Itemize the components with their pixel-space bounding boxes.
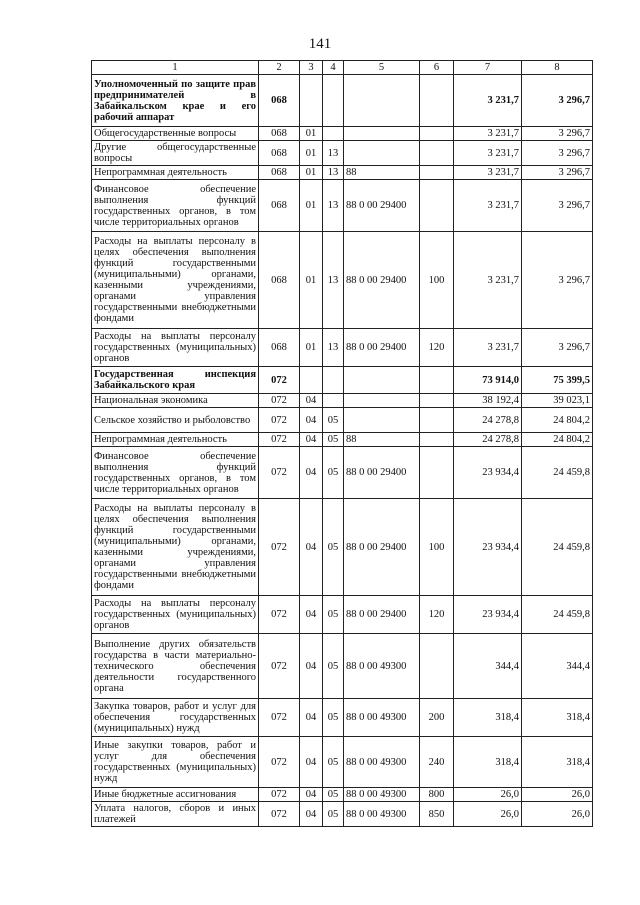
subsection-code-cell: 05	[323, 737, 344, 788]
ministry-code-cell: 068	[259, 141, 300, 166]
amount-year2-cell: 39 023,1	[522, 394, 593, 408]
table-row	[92, 367, 593, 394]
section-code-cell	[300, 367, 323, 394]
table-row	[92, 737, 593, 788]
column-header: 5	[344, 61, 420, 75]
section-code-cell: 04	[300, 699, 323, 737]
target-item-cell	[344, 75, 420, 127]
target-item-cell: 88 0 00 29400	[344, 499, 420, 596]
amount-year2-cell: 24 804,2	[522, 408, 593, 433]
target-item-cell: 88 0 00 29400	[344, 232, 420, 329]
subsection-code-cell: 05	[323, 788, 344, 802]
amount-year2-cell: 344,4	[522, 634, 593, 699]
amount-year1-cell: 26,0	[454, 788, 522, 802]
expense-type-cell	[420, 394, 454, 408]
amount-year2-cell: 3 296,7	[522, 180, 593, 232]
row-name-cell: Национальная экономика	[92, 394, 259, 408]
row-name-cell: Непрограммная деятельность	[92, 433, 259, 447]
amount-year1-cell: 3 231,7	[454, 329, 522, 367]
amount-year1-cell: 3 231,7	[454, 180, 522, 232]
row-name-cell: Расходы на выплаты персоналу государственных (муниципальных) органов	[92, 329, 259, 367]
amount-year1-cell: 26,0	[454, 802, 522, 827]
column-header: 1	[92, 61, 259, 75]
amount-year1-cell: 3 231,7	[454, 75, 522, 127]
amount-year1-cell: 344,4	[454, 634, 522, 699]
section-code-cell: 04	[300, 499, 323, 596]
expense-type-cell: 120	[420, 596, 454, 634]
amount-year2-cell: 24 459,8	[522, 499, 593, 596]
row-name-cell: Расходы на выплаты персоналу государственных (муниципальных) органов	[92, 596, 259, 634]
row-name-cell: Финансовое обеспечение выполнения функций государственных органов, в том числе территориальных органов	[92, 180, 259, 232]
table-row	[92, 166, 593, 180]
ministry-code-cell: 068	[259, 232, 300, 329]
amount-year1-cell: 73 914,0	[454, 367, 522, 394]
expense-type-cell: 100	[420, 499, 454, 596]
column-header: 8	[522, 61, 593, 75]
expense-type-cell	[420, 433, 454, 447]
row-name-cell: Уполномоченный по защите прав предпринимателей в Забайкальском крае и его рабочий аппарат	[92, 75, 259, 127]
ministry-code-cell: 072	[259, 737, 300, 788]
amount-year2-cell: 318,4	[522, 737, 593, 788]
subsection-code-cell: 13	[323, 166, 344, 180]
ministry-code-cell: 068	[259, 127, 300, 141]
table-row	[92, 127, 593, 141]
column-header: 3	[300, 61, 323, 75]
expense-type-cell: 850	[420, 802, 454, 827]
expense-type-cell: 200	[420, 699, 454, 737]
amount-year1-cell: 3 231,7	[454, 141, 522, 166]
ministry-code-cell: 068	[259, 329, 300, 367]
subsection-code-cell: 05	[323, 408, 344, 433]
amount-year2-cell: 3 296,7	[522, 141, 593, 166]
row-name-cell: Уплата налогов, сборов и иных платежей	[92, 802, 259, 827]
section-code-cell: 04	[300, 447, 323, 499]
amount-year2-cell: 24 804,2	[522, 433, 593, 447]
expense-type-cell: 800	[420, 788, 454, 802]
expense-type-cell	[420, 408, 454, 433]
row-name-cell: Иные бюджетные ассигнования	[92, 788, 259, 802]
target-item-cell	[344, 141, 420, 166]
amount-year2-cell: 24 459,8	[522, 447, 593, 499]
section-code-cell: 04	[300, 802, 323, 827]
table-row	[92, 447, 593, 499]
column-header: 6	[420, 61, 454, 75]
amount-year2-cell: 26,0	[522, 802, 593, 827]
subsection-code-cell: 05	[323, 802, 344, 827]
table-row	[92, 232, 593, 329]
amount-year2-cell: 3 296,7	[522, 166, 593, 180]
ministry-code-cell: 072	[259, 802, 300, 827]
row-name-cell: Непрограммная деятельность	[92, 166, 259, 180]
amount-year1-cell: 3 231,7	[454, 232, 522, 329]
section-code-cell: 01	[300, 127, 323, 141]
expense-type-cell	[420, 367, 454, 394]
section-code-cell: 04	[300, 433, 323, 447]
expense-type-cell	[420, 75, 454, 127]
page-number: 141	[308, 36, 332, 52]
target-item-cell: 88 0 00 29400	[344, 447, 420, 499]
section-code-cell: 04	[300, 634, 323, 699]
section-code-cell: 04	[300, 408, 323, 433]
row-name-cell: Другие общегосударственные вопросы	[92, 141, 259, 166]
target-item-cell	[344, 367, 420, 394]
ministry-code-cell: 072	[259, 447, 300, 499]
subsection-code-cell: 05	[323, 447, 344, 499]
table-row	[92, 634, 593, 699]
expense-type-cell: 100	[420, 232, 454, 329]
amount-year2-cell: 3 296,7	[522, 232, 593, 329]
section-code-cell: 01	[300, 141, 323, 166]
expense-type-cell	[420, 180, 454, 232]
row-name-cell: Государственная инспекция Забайкальского края	[92, 367, 259, 394]
target-item-cell: 88 0 00 49300	[344, 634, 420, 699]
subsection-code-cell: 05	[323, 596, 344, 634]
expense-type-cell	[420, 634, 454, 699]
section-code-cell: 01	[300, 232, 323, 329]
ministry-code-cell: 072	[259, 367, 300, 394]
section-code-cell: 04	[300, 394, 323, 408]
table-row	[92, 596, 593, 634]
table-row	[92, 180, 593, 232]
ministry-code-cell: 068	[259, 166, 300, 180]
amount-year1-cell: 318,4	[454, 699, 522, 737]
target-item-cell: 88 0 00 49300	[344, 802, 420, 827]
row-name-cell: Финансовое обеспечение выполнения функций государственных органов, в том числе территориальных органов	[92, 447, 259, 499]
table-row	[92, 408, 593, 433]
target-item-cell	[344, 408, 420, 433]
subsection-code-cell: 13	[323, 329, 344, 367]
subsection-code-cell: 05	[323, 634, 344, 699]
target-item-cell	[344, 394, 420, 408]
amount-year1-cell: 23 934,4	[454, 596, 522, 634]
amount-year1-cell: 38 192,4	[454, 394, 522, 408]
table-row	[92, 699, 593, 737]
subsection-code-cell: 05	[323, 699, 344, 737]
table-row	[92, 75, 593, 127]
ministry-code-cell: 072	[259, 788, 300, 802]
table-row	[92, 329, 593, 367]
target-item-cell: 88 0 00 29400	[344, 180, 420, 232]
row-name-cell: Расходы на выплаты персоналу в целях обеспечения выполнения функций государственными (муниципальными) органами, казенными учреждениями, органами управления государственными внебюджетными фондами	[92, 499, 259, 596]
ministry-code-cell: 072	[259, 499, 300, 596]
subsection-code-cell: 13	[323, 232, 344, 329]
amount-year2-cell: 26,0	[522, 788, 593, 802]
target-item-cell	[344, 127, 420, 141]
target-item-cell: 88 0 00 49300	[344, 737, 420, 788]
subsection-code-cell: 13	[323, 141, 344, 166]
budget-table	[91, 60, 593, 827]
expense-type-cell: 120	[420, 329, 454, 367]
subsection-code-cell: 05	[323, 499, 344, 596]
section-code-cell: 04	[300, 737, 323, 788]
subsection-code-cell: 13	[323, 180, 344, 232]
target-item-cell: 88	[344, 433, 420, 447]
target-item-cell: 88	[344, 166, 420, 180]
amount-year1-cell: 318,4	[454, 737, 522, 788]
subsection-code-cell	[323, 367, 344, 394]
section-code-cell: 01	[300, 166, 323, 180]
row-name-cell: Общегосударственные вопросы	[92, 127, 259, 141]
section-code-cell: 04	[300, 788, 323, 802]
expense-type-cell: 240	[420, 737, 454, 788]
amount-year1-cell: 23 934,4	[454, 499, 522, 596]
amount-year2-cell: 318,4	[522, 699, 593, 737]
column-header: 7	[454, 61, 522, 75]
ministry-code-cell: 068	[259, 180, 300, 232]
ministry-code-cell: 068	[259, 75, 300, 127]
table-row	[92, 141, 593, 166]
section-code-cell: 04	[300, 596, 323, 634]
amount-year2-cell: 3 296,7	[522, 75, 593, 127]
section-code-cell	[300, 75, 323, 127]
target-item-cell: 88 0 00 29400	[344, 596, 420, 634]
expense-type-cell	[420, 127, 454, 141]
subsection-code-cell	[323, 75, 344, 127]
ministry-code-cell: 072	[259, 433, 300, 447]
table-row	[92, 802, 593, 827]
amount-year1-cell: 24 278,8	[454, 408, 522, 433]
column-header: 4	[323, 61, 344, 75]
amount-year1-cell: 23 934,4	[454, 447, 522, 499]
section-code-cell: 01	[300, 329, 323, 367]
table-row	[92, 788, 593, 802]
ministry-code-cell: 072	[259, 699, 300, 737]
target-item-cell: 88 0 00 49300	[344, 699, 420, 737]
amount-year2-cell: 3 296,7	[522, 127, 593, 141]
expense-type-cell	[420, 166, 454, 180]
ministry-code-cell: 072	[259, 394, 300, 408]
subsection-code-cell: 05	[323, 433, 344, 447]
table-row	[92, 394, 593, 408]
subsection-code-cell	[323, 127, 344, 141]
ministry-code-cell: 072	[259, 596, 300, 634]
table-row	[92, 433, 593, 447]
table-header-row	[92, 61, 593, 75]
amount-year1-cell: 3 231,7	[454, 166, 522, 180]
row-name-cell: Закупка товаров, работ и услуг для обеспечения государственных (муниципальных) нужд	[92, 699, 259, 737]
section-code-cell: 01	[300, 180, 323, 232]
subsection-code-cell	[323, 394, 344, 408]
target-item-cell: 88 0 00 29400	[344, 329, 420, 367]
amount-year2-cell: 24 459,8	[522, 596, 593, 634]
expense-type-cell	[420, 141, 454, 166]
table-row	[92, 499, 593, 596]
row-name-cell: Расходы на выплаты персоналу в целях обеспечения выполнения функций государственными (муниципальными) органами, казенными учреждениями, органами управления государственными внебюджетными фондами	[92, 232, 259, 329]
row-name-cell: Выполнение других обязательств государства в части материально-технического обеспечения деятельности государственного органа	[92, 634, 259, 699]
amount-year2-cell: 75 399,5	[522, 367, 593, 394]
expense-type-cell	[420, 447, 454, 499]
target-item-cell: 88 0 00 49300	[344, 788, 420, 802]
column-header: 2	[259, 61, 300, 75]
amount-year2-cell: 3 296,7	[522, 329, 593, 367]
amount-year1-cell: 24 278,8	[454, 433, 522, 447]
ministry-code-cell: 072	[259, 408, 300, 433]
row-name-cell: Сельское хозяйство и рыболовство	[92, 408, 259, 433]
ministry-code-cell: 072	[259, 634, 300, 699]
amount-year1-cell: 3 231,7	[454, 127, 522, 141]
row-name-cell: Иные закупки товаров, работ и услуг для обеспечения государственных (муниципальных) нужд	[92, 737, 259, 788]
